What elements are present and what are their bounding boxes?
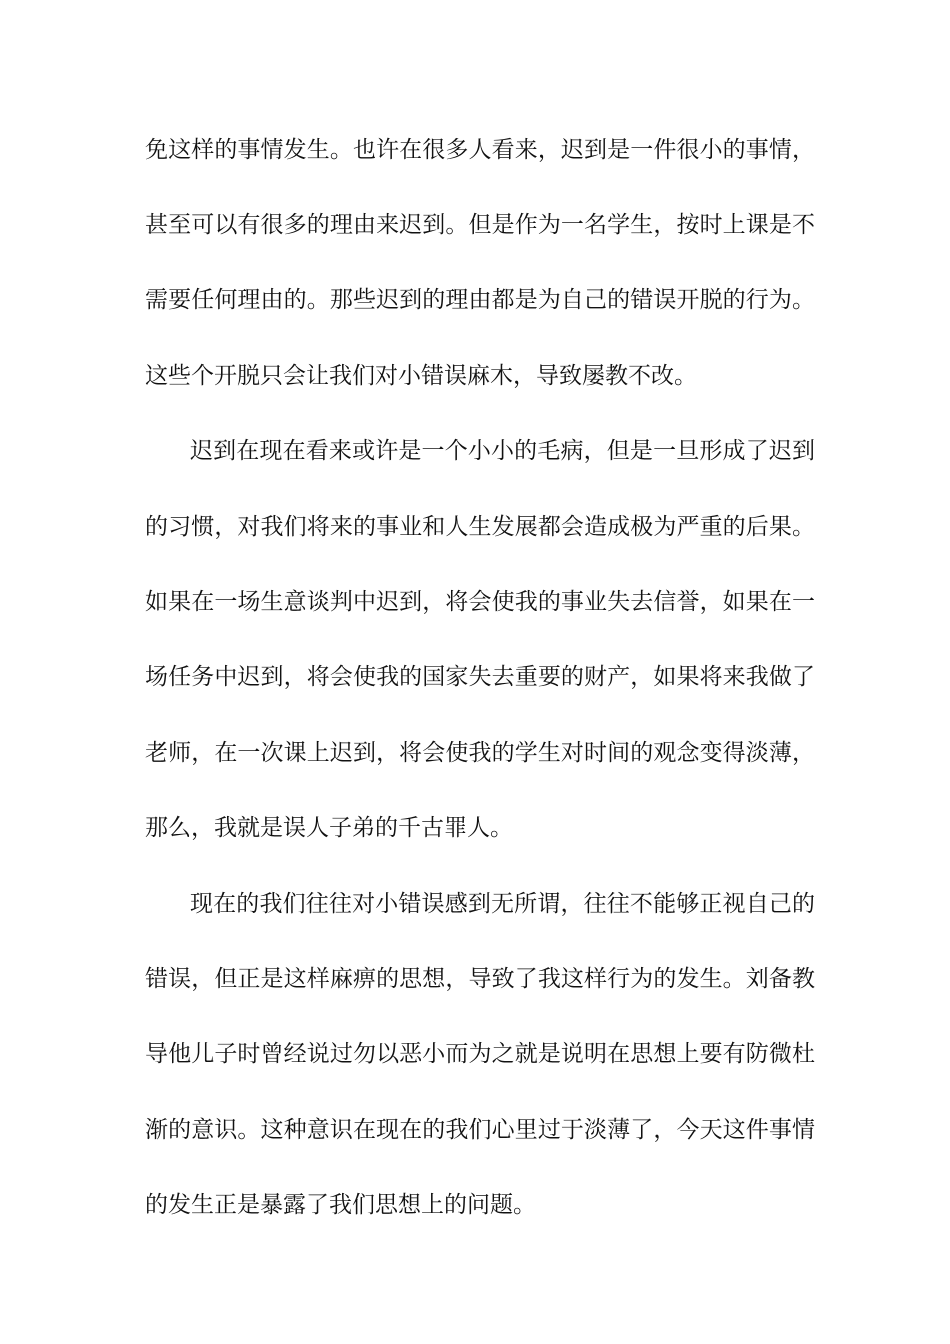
text-line: 的发生正是暴露了我们思想上的问题。 (145, 1192, 536, 1218)
text-line: 导他儿子时曾经说过勿以恶小而为之就是说明在思想上要有防微杜 (145, 1041, 815, 1067)
text-line: 甚至可以有很多的理由来迟到。但是作为一名学生，按时上课是不 (145, 212, 815, 238)
text-line: 错误，但正是这样麻痹的思想，导致了我这样行为的发生。刘备教 (145, 966, 815, 992)
text-line: 那么，我就是误人子弟的千古罪人。 (145, 815, 513, 841)
text-line: 需要任何理由的。那些迟到的理由都是为自己的错误开脱的行为。 (145, 287, 815, 313)
text-line: 渐的意识。这种意识在现在的我们心里过于淡薄了，今天这件事情 (145, 1117, 815, 1143)
text-line: 免这样的事情发生。也许在很多人看来，迟到是一件很小的事情， (145, 137, 815, 163)
text-line: 的习惯，对我们将来的事业和人生发展都会造成极为严重的后果。 (145, 514, 815, 540)
text-line: 老师，在一次课上迟到，将会使我的学生对时间的观念变得淡薄， (145, 740, 815, 766)
paragraph-first-line: 现在的我们往往对小错误感到无所谓，往往不能够正视自己的 (190, 891, 815, 917)
text-line: 如果在一场生意谈判中迟到，将会使我的事业失去信誉，如果在一 (145, 589, 815, 615)
paragraph-first-line: 迟到在现在看来或许是一个小小的毛病，但是一旦形成了迟到 (190, 438, 815, 464)
text-line: 场任务中迟到，将会使我的国家失去重要的财产，如果将来我做了 (145, 664, 815, 690)
text-line: 这些个开脱只会让我们对小错误麻木，导致屡教不改。 (145, 363, 697, 389)
